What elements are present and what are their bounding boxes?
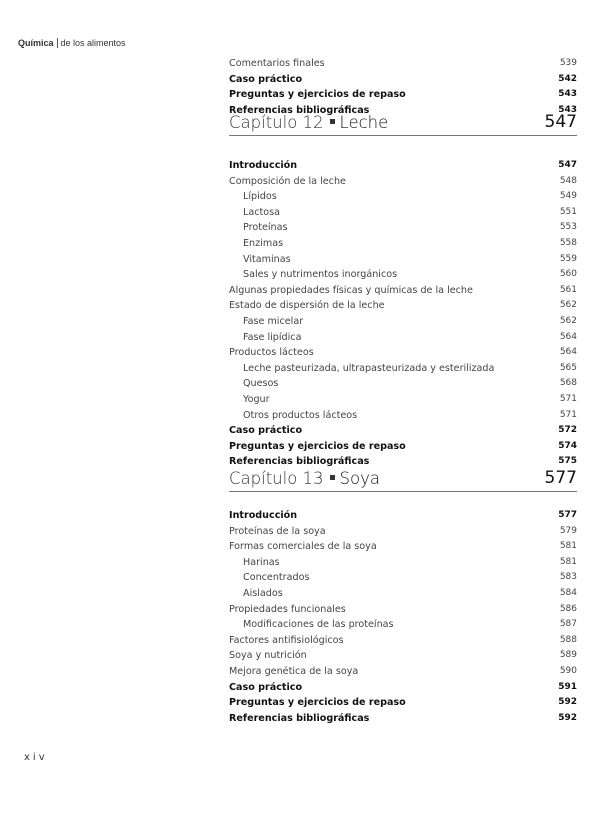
toc-entry-label: Yogur bbox=[243, 393, 270, 405]
toc-entry-page: 539 bbox=[559, 58, 577, 68]
header-brand: Química bbox=[18, 38, 58, 48]
toc-entry-label: Harinas bbox=[243, 556, 280, 568]
toc-entry-page: 574 bbox=[558, 440, 577, 451]
toc-entry bbox=[229, 617, 577, 633]
chapter-13-page: 577 bbox=[544, 468, 577, 488]
toc-entry-label: Fase lipídica bbox=[243, 331, 302, 343]
toc-entry-page: 551 bbox=[559, 206, 577, 217]
toc-entry bbox=[229, 72, 577, 88]
toc-entry bbox=[229, 570, 577, 586]
toc-entry bbox=[229, 648, 577, 664]
toc-entry-page: 559 bbox=[559, 253, 577, 264]
toc-entry bbox=[229, 439, 577, 455]
toc-entry bbox=[229, 330, 577, 346]
toc-entry-page: 564 bbox=[559, 331, 577, 342]
toc-entry-page: 592 bbox=[558, 712, 577, 723]
toc-entry-page: 575 bbox=[558, 456, 577, 467]
toc-entry-label: Composición de la leche bbox=[229, 175, 346, 187]
toc-entry-page: 588 bbox=[559, 634, 577, 645]
toc-entry bbox=[229, 283, 577, 299]
toc-entry bbox=[229, 158, 577, 174]
chapter-12-entries bbox=[229, 158, 577, 470]
toc-entry-page: 547 bbox=[558, 160, 577, 170]
toc-entry-label: Estado de dispersión de la leche bbox=[229, 300, 385, 312]
toc-entry-label: Comentarios finales bbox=[229, 58, 325, 69]
toc-entry-page: 542 bbox=[558, 73, 577, 84]
toc-entry bbox=[229, 205, 577, 221]
chapter-12-page: 547 bbox=[544, 112, 577, 132]
toc-entry bbox=[229, 633, 577, 649]
toc-entry-page: 562 bbox=[559, 300, 577, 311]
toc-entry-label: Lactosa bbox=[243, 206, 281, 218]
toc-entry-page: 572 bbox=[558, 425, 577, 436]
toc-entry-page: 587 bbox=[559, 619, 577, 630]
toc-entry-page: 581 bbox=[559, 556, 577, 567]
toc-entry-label: Concentrados bbox=[243, 572, 310, 584]
toc-entry-label: Algunas propiedades físicas y químicas de la leche bbox=[229, 284, 473, 296]
bullet-icon bbox=[330, 119, 335, 124]
toc-entry-label: Quesos bbox=[243, 378, 279, 390]
toc-entry-page: 579 bbox=[559, 525, 577, 536]
prev-chapter-entries bbox=[229, 56, 577, 118]
toc-entry-page: 543 bbox=[558, 89, 577, 100]
toc-entry-label: Preguntas y ejercicios de repaso bbox=[229, 697, 406, 709]
toc-entry-label: Productos lácteos bbox=[229, 347, 314, 359]
toc-entry-page: 590 bbox=[559, 665, 577, 676]
toc-entry-label: Otros productos lácteos bbox=[243, 409, 358, 421]
toc-entry-label: Preguntas y ejercicios de repaso bbox=[229, 440, 406, 452]
toc-entry-label: Leche pasteurizada, ultrapasteurizada y esterilizada bbox=[243, 362, 495, 374]
toc-entry-page: 589 bbox=[559, 650, 577, 661]
toc-entry-page: 584 bbox=[559, 587, 577, 598]
toc-entry-page: 583 bbox=[559, 572, 577, 583]
toc-entry bbox=[229, 539, 577, 555]
toc-entry-page: 564 bbox=[559, 347, 577, 358]
toc-entry-page: 571 bbox=[559, 409, 577, 420]
toc-entry-page: 560 bbox=[559, 269, 577, 280]
toc-entry bbox=[229, 87, 577, 103]
toc-entry-page: 592 bbox=[558, 697, 577, 708]
toc-entry bbox=[229, 392, 577, 408]
bullet-icon bbox=[330, 475, 335, 480]
toc-entry-page: 561 bbox=[559, 284, 577, 295]
running-header bbox=[18, 38, 126, 48]
toc-entry-label: Vitaminas bbox=[243, 253, 291, 265]
toc-entry-page: 568 bbox=[559, 378, 577, 389]
toc-entry bbox=[229, 711, 577, 727]
toc-entry bbox=[229, 602, 577, 618]
toc-entry-page: 581 bbox=[559, 541, 577, 552]
chapter-12-name: Leche bbox=[339, 113, 389, 132]
toc-entry-label: Proteínas bbox=[243, 222, 288, 234]
toc-entry-page: 565 bbox=[559, 362, 577, 373]
toc-entry bbox=[229, 314, 577, 330]
toc-entry-label: Modificaciones de las proteínas bbox=[243, 619, 394, 631]
toc-entry bbox=[229, 664, 577, 680]
toc-entry-label: Formas comerciales de la soya bbox=[229, 541, 377, 553]
toc-entry-page: 571 bbox=[559, 393, 577, 404]
chapter-13-heading bbox=[229, 468, 577, 492]
chapter-12-heading bbox=[229, 112, 577, 136]
toc-entry bbox=[229, 174, 577, 190]
toc-entry-label: Caso práctico bbox=[229, 73, 303, 85]
toc-entry-label: Proteínas de la soya bbox=[229, 525, 326, 537]
toc-entry-label: Caso práctico bbox=[229, 681, 303, 693]
chapter-12-prefix: Capítulo 12 bbox=[229, 113, 324, 132]
chapter-13-prefix: Capítulo 13 bbox=[229, 469, 324, 488]
toc-entry bbox=[229, 586, 577, 602]
toc-entry bbox=[229, 267, 577, 283]
toc-entry-page: 586 bbox=[559, 603, 577, 614]
toc-entry-page: 577 bbox=[558, 510, 577, 520]
toc-entry bbox=[229, 189, 577, 205]
chapter-13-entries bbox=[229, 508, 577, 726]
toc-entry-label: Referencias bibliográficas bbox=[229, 456, 370, 468]
toc-entry-label: Caso práctico bbox=[229, 425, 303, 437]
toc-entry-page: 549 bbox=[559, 191, 577, 202]
toc-entry-label: Referencias bibliográficas bbox=[229, 104, 370, 116]
toc-entry-page: 543 bbox=[558, 104, 577, 115]
header-subtitle: de los alimentos bbox=[60, 38, 126, 48]
toc-entry bbox=[229, 252, 577, 268]
toc-entry bbox=[229, 361, 577, 377]
toc-entry bbox=[229, 298, 577, 314]
toc-entry bbox=[229, 236, 577, 252]
toc-entry bbox=[229, 376, 577, 392]
page-number: xiv bbox=[24, 752, 48, 763]
toc-entry-label: Referencias bibliográficas bbox=[229, 712, 370, 724]
toc-entry-page: 558 bbox=[559, 237, 577, 248]
toc-entry bbox=[229, 423, 577, 439]
toc-entry-label: Introducción bbox=[229, 510, 298, 521]
toc-entry bbox=[229, 408, 577, 424]
toc-entry-label: Propiedades funcionales bbox=[229, 603, 346, 615]
toc-entry bbox=[229, 555, 577, 571]
toc-entry-label: Factores antifisiológicos bbox=[229, 634, 344, 646]
toc-entry bbox=[229, 695, 577, 711]
toc-entry-label: Fase micelar bbox=[243, 315, 304, 327]
toc-entry-page: 562 bbox=[559, 315, 577, 326]
toc-entry-label: Lípidos bbox=[243, 191, 277, 203]
toc-entry bbox=[229, 508, 577, 524]
toc-entry-label: Sales y nutrimentos inorgánicos bbox=[243, 269, 398, 281]
toc-entry-label: Aislados bbox=[243, 587, 283, 599]
toc-entry bbox=[229, 524, 577, 540]
toc-entry-label: Preguntas y ejercicios de repaso bbox=[229, 89, 406, 101]
toc-entry bbox=[229, 56, 577, 72]
toc-entry-page: 548 bbox=[559, 175, 577, 186]
chapter-13-name: Soya bbox=[339, 469, 380, 488]
toc-entry-label: Soya y nutrición bbox=[229, 650, 307, 662]
toc-entry bbox=[229, 220, 577, 236]
toc-entry-label: Enzimas bbox=[243, 237, 284, 249]
toc-entry bbox=[229, 680, 577, 696]
toc-entry-label: Introducción bbox=[229, 160, 298, 171]
toc-entry-label: Mejora genética de la soya bbox=[229, 665, 359, 677]
toc-entry-page: 591 bbox=[558, 681, 577, 692]
toc-entry bbox=[229, 345, 577, 361]
toc-entry-page: 553 bbox=[559, 222, 577, 233]
